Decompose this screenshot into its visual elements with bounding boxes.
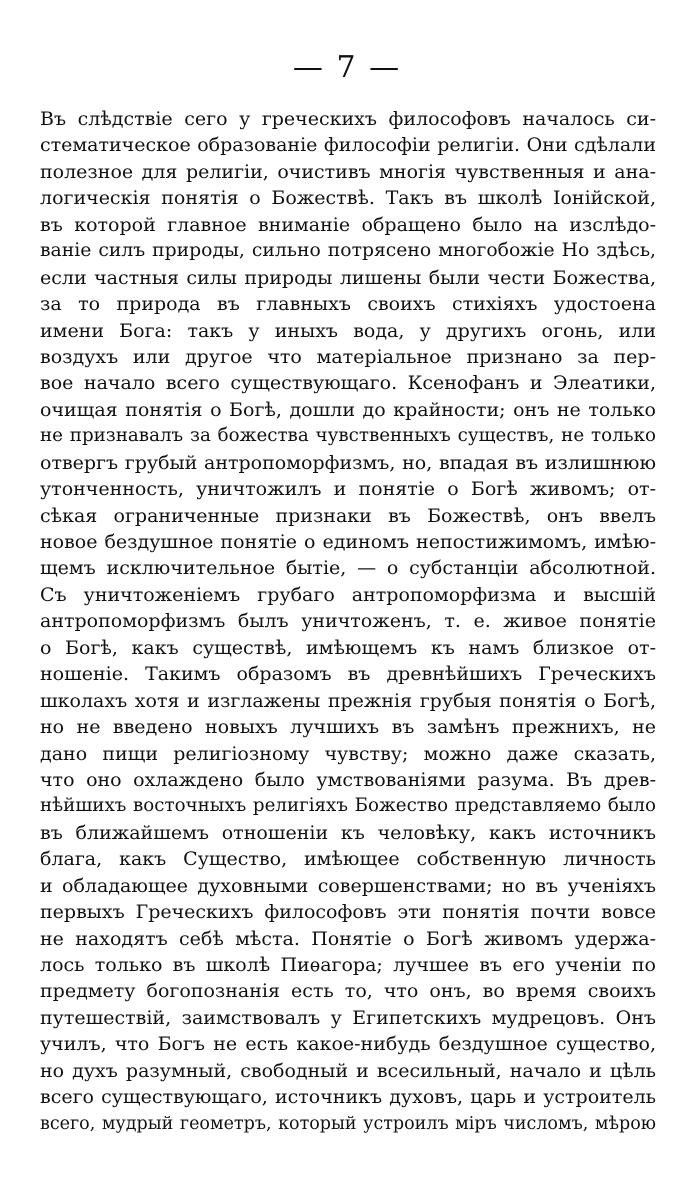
text-line: Съ уничтоженіемъ грубаго антропоморфизма и высшій xyxy=(40,583,656,606)
text-line: первыхъ Греческихъ философовъ эти понятія почти вовсе xyxy=(40,901,656,924)
text-line: что оно охлаждено было умствованіями разума. Въ древ- xyxy=(40,768,656,791)
text-line: щемъ исключительное бытіе, — о субстанціи абсолютной. xyxy=(40,557,656,580)
text-line: въ ближайшемъ отношеніи къ человѣку, какъ источникъ xyxy=(40,821,656,844)
text-line: но духъ разумный, свободный и всесильный, начало и цѣль xyxy=(40,1059,656,1082)
text-line: ваніе силъ природы, сильно потрясено многобожіе Но здѣсь, xyxy=(40,240,656,262)
text-line: стематическое образованіе философіи религіи. Они сдѣлали xyxy=(40,134,656,157)
text-line: и обладающее духовными совершенствами; но въ ученіяхъ xyxy=(40,874,656,897)
text-line: не признавалъ за божества чувственныхъ существъ, не только xyxy=(40,425,656,447)
text-line: всего существующаго, источникъ духовъ, царь и устроитель xyxy=(40,1086,656,1109)
text-line: школахъ хотя и изглажены прежнія грубыя понятія о Богѣ, xyxy=(40,689,656,712)
body-text xyxy=(40,106,656,1137)
text-line: нѣйшихъ восточныхъ религіяхъ Божество представляемо было xyxy=(40,795,656,817)
text-line: Въ слѣдствіе сего у греческихъ философовъ началось си- xyxy=(40,108,656,130)
text-line: отвергъ грубый антропоморфизмъ, но, впадая въ излишнюю xyxy=(40,451,656,474)
text-line: о Богѣ, какъ существѣ, имѣющемъ къ намъ близкое от- xyxy=(40,636,656,659)
text-line: логическія понятія о Божествѣ. Такъ въ школѣ Іонійской, xyxy=(40,187,656,210)
text-line: лось только въ школѣ Пиѳагора; лучшее въ его ученіи по xyxy=(40,954,656,976)
text-line: не находятъ себѣ мѣста. Понятіе о Богѣ живомъ удержа- xyxy=(40,927,656,950)
text-line: путешествій, заимствовалъ у Египетскихъ мудрецовъ. Онъ xyxy=(40,1006,656,1029)
text-line: новое бездушное понятіе о единомъ непостижимомъ, имѣю- xyxy=(40,531,656,553)
text-line: предмету богопознанія есть то, что онъ, во время своихъ xyxy=(40,980,656,1003)
text-line: воздухъ или другое что матеріальное признано за пер- xyxy=(40,345,656,368)
text-line: въ которой главное вниманіе обращено было на изслѣдо- xyxy=(40,213,656,236)
text-line: если частныя силы природы лишены были чести Божества, xyxy=(40,266,656,289)
text-line: антропоморфизмъ былъ уничтоженъ, т. е. живое понятіе xyxy=(40,610,656,633)
text-line: ношеніе. Такимъ образомъ въ древнѣйшихъ Греческихъ xyxy=(40,663,656,686)
text-line: вое начало всего существующаго. Ксенофанъ и Элеатики, xyxy=(40,372,656,395)
text-line: имени Бога: такъ у иныхъ вода, у другихъ огонь, или xyxy=(40,319,656,342)
text-line: блага, какъ Существо, имѣющее собственную личность xyxy=(40,848,656,871)
text-line: за то природа въ главныхъ своихъ стихіяхъ удостоена xyxy=(40,293,656,316)
text-line: утонченность, уничтожилъ и понятіе о Богѣ живомъ; от- xyxy=(40,478,656,501)
text-line: сѣкая ограниченные признаки въ Божествѣ, онъ ввелъ xyxy=(40,504,656,527)
text-line: очищая понятія о Богѣ, дошли до крайности; онъ не только xyxy=(40,398,656,421)
text-line: всего, мудрый геометръ, который устроилъ міръ числомъ, мѣрою xyxy=(40,1113,656,1134)
text-line: полезное для религіи, очистивъ многія чувственныя и ана- xyxy=(40,160,656,183)
page-number: — 7 — xyxy=(292,50,402,85)
text-line: но не введено новыхъ лучшихъ въ замѣнъ прежнихъ, не xyxy=(40,716,656,739)
text-line: училъ, что Богъ не есть какое-нибудь бездушное существо, xyxy=(40,1033,656,1056)
text-line: дано пищи религіозному чувству; можно даже сказать, xyxy=(40,742,656,765)
